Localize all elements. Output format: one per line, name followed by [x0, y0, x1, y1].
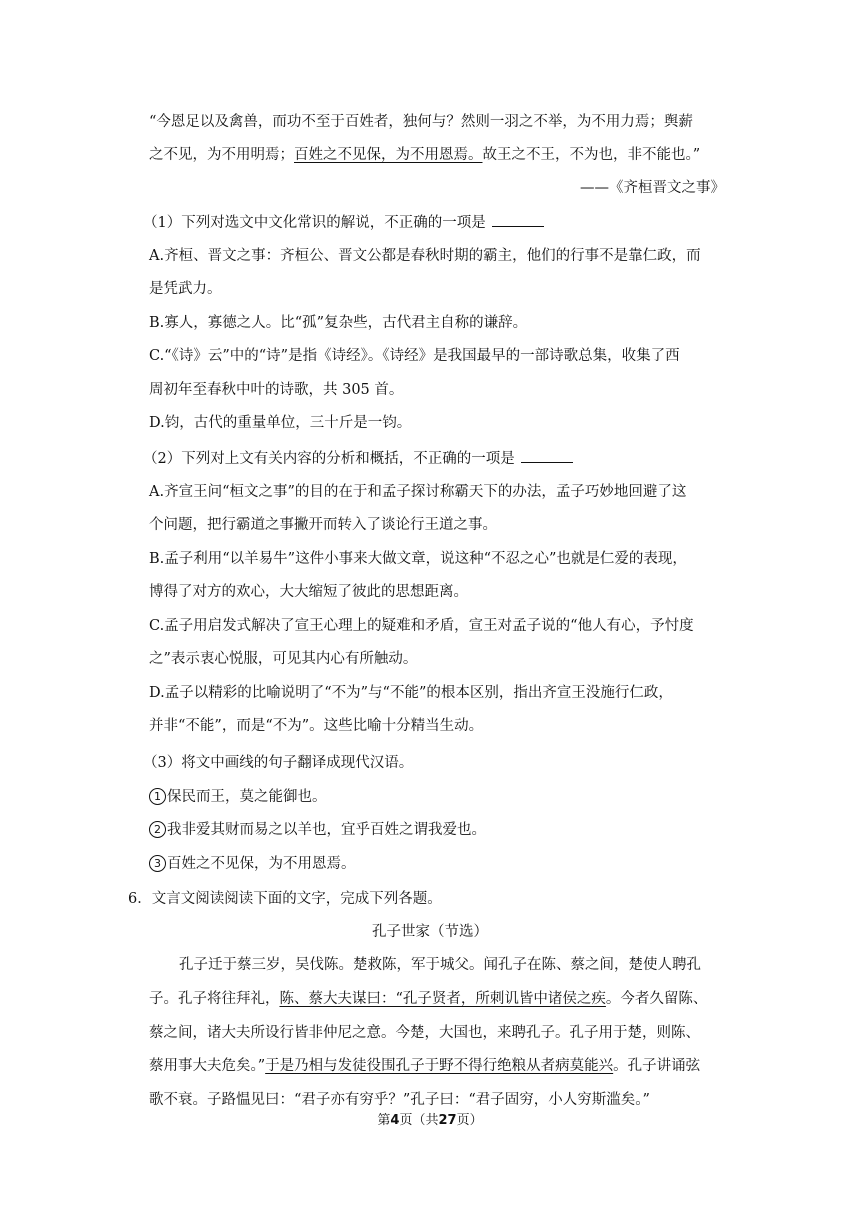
- translation-item-2: [149, 820, 486, 840]
- article-title: 孔子世家（节选）: [372, 924, 488, 940]
- translation-sentence: 我非爱其财而易之以羊也，宜乎百姓之谓我爱也。: [167, 822, 486, 838]
- underlined-sentence: 于是乃相与发徒役围孔子于野不得行绝粮从者病莫能兴: [265, 1058, 614, 1074]
- option-c-cont: 之”表示衷心悦服，可见其内心有所触动。: [149, 651, 418, 667]
- option-b: B.寡人，寡德之人。比“孤”复杂些，古代君主自称的谦辞。: [149, 315, 528, 331]
- question-stem-text: 文言文阅读阅读下面的文字，完成下列各题。: [151, 891, 442, 907]
- question-3-stem: （3）将文中画线的句子翻译成现代汉语。: [143, 755, 414, 771]
- article-text: 子。孔子将往拜礼，: [149, 991, 280, 1007]
- option-b-cont: 博得了对方的欢心，大大缩短了彼此的思想距离。: [149, 584, 468, 600]
- option-d: D.钧，古代的重量单位，三十斤是一钧。: [149, 415, 412, 431]
- article-text: 。今者久留陈、: [605, 991, 708, 1007]
- question-2-stem: [143, 448, 573, 469]
- circled-number: 2: [149, 821, 166, 838]
- option-b: B.孟子利用“以羊易牛”这件小事来大做文章，说这种“不忍之心”也就是仁爱的表现，: [149, 551, 687, 567]
- translation-sentence: 百姓之不见保，为不用恩焉。: [167, 856, 356, 872]
- option-c-cont: 周初年至春秋中叶的诗歌，共 305 首。: [149, 382, 404, 398]
- article-line-5: 歌不衰。子路愠见曰：“君子亦有穷乎？”孔子曰：“君子固穷，小人穷斯滥矣。”: [149, 1092, 650, 1108]
- passage-line-1: “今恩足以及禽兽，而功不至于百姓者，独何与？然则一羽之不举，为不用力焉；舆薪: [149, 114, 693, 130]
- question-stem-text: （2）下列对上文有关内容的分析和概括，不正确的一项是: [143, 451, 515, 467]
- circled-number: 1: [149, 788, 166, 805]
- option-a-cont: 个问题，把行霸道之事撇开而转入了谈论行王道之事。: [149, 517, 497, 533]
- footer-text: 第: [377, 1113, 391, 1128]
- option-a-cont: 是凭武力。: [149, 281, 222, 297]
- option-d-cont: 并非“不能”，而是“不为”。这些比喻十分精当生动。: [149, 718, 484, 734]
- option-c: C.“《诗》云”中的“诗”是指《诗经》。《诗经》是我国最早的一部诗歌总集，收集了西: [149, 348, 680, 364]
- passage-line-2: [149, 145, 700, 165]
- article-line-4: [149, 1056, 700, 1076]
- question-6-header: [128, 889, 442, 909]
- translation-item-1: [149, 787, 327, 807]
- translation-sentence: 保民而王，莫之能御也。: [167, 789, 327, 805]
- total-pages: 27: [438, 1113, 457, 1128]
- passage-text: 故王之不王，不为也，非不能也。”: [482, 147, 701, 163]
- passage-source: ——《齐桓晋文之事》: [580, 180, 725, 196]
- article-line-3: 蔡之间，诸大夫所设行皆非仲尼之意。今楚，大国也，来聘孔子。孔子用于楚，则陈、: [149, 1025, 700, 1041]
- answer-blank: [521, 448, 573, 463]
- underlined-sentence: 百姓之不见保，为不用恩焉。: [294, 147, 483, 163]
- option-a: A.齐宣王问“桓文之事”的目的在于和孟子探讨称霸天下的办法，孟子巧妙地回避了这: [149, 484, 687, 500]
- option-c: C.孟子用启发式解决了宣王心理上的疑难和矛盾，宣王对孟子说的“他人有心，予忖度: [149, 618, 694, 634]
- question-number: 6．: [128, 891, 152, 907]
- article-text: 蔡用事大夫危矣。”: [149, 1058, 266, 1074]
- article-text: 。孔子讲诵弦: [613, 1058, 701, 1074]
- article-line-1: 孔子迁于蔡三岁，吴伐陈。楚救陈，军于城父。闻孔子在陈、蔡之间，楚使人聘孔: [179, 957, 701, 973]
- passage-text: 之不见，为不用明焉；: [149, 147, 294, 163]
- page-footer: [0, 1109, 860, 1128]
- page-number: 4: [390, 1113, 400, 1128]
- answer-blank: [492, 212, 544, 227]
- question-stem-text: （1）下列对选文中文化常识的解说，不正确的一项是: [143, 215, 486, 231]
- footer-text: 页（共: [399, 1113, 439, 1128]
- option-a: A.齐桓、晋文之事：齐桓公、晋文公都是春秋时期的霸主，他们的行事不是靠仁政，而: [149, 248, 701, 264]
- underlined-sentence: 陈、蔡大夫谋曰：“孔子贤者，所刺讥皆中诸侯之疾: [279, 991, 606, 1007]
- question-1-stem: [143, 212, 544, 233]
- circled-number: 3: [149, 855, 166, 872]
- footer-text: 页）: [456, 1113, 483, 1128]
- article-line-2: [149, 989, 707, 1009]
- translation-item-3: [149, 854, 356, 874]
- option-d: D.孟子以精彩的比喻说明了“不为”与“不能”的根本区别，指出齐宣王没施行仁政，: [149, 685, 673, 701]
